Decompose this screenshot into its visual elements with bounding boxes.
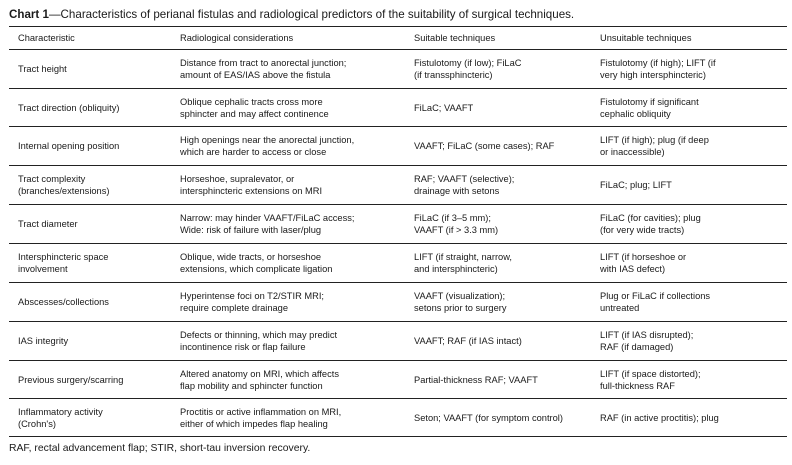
table-row xyxy=(9,166,787,205)
header-unsuitable: Unsuitable techniques xyxy=(591,27,787,50)
header-row xyxy=(9,27,787,50)
table-row xyxy=(9,283,787,322)
cell-radiological: Distance from tract to anorectal junction; amount of EAS/IAS above the fistula xyxy=(171,50,405,89)
cell-characteristic: Tract direction (obliquity) xyxy=(9,89,171,127)
cell-unsuitable: LIFT (if IAS disrupted); RAF (if damaged) xyxy=(591,322,787,361)
table-row xyxy=(9,89,787,127)
cell-suitable: RAF; VAAFT (selective); drainage with setons xyxy=(405,166,591,205)
header-radiological: Radiological considerations xyxy=(171,27,405,50)
table-row xyxy=(9,361,787,399)
cell-suitable: VAAFT (visualization); setons prior to surgery xyxy=(405,283,591,322)
cell-radiological: Oblique, wide tracts, or horseshoe extensions, which complicate ligation xyxy=(171,244,405,283)
table-footnote: RAF, rectal advancement flap; STIR, short-tau inversion recovery. xyxy=(9,443,311,454)
table-row xyxy=(9,244,787,283)
cell-suitable: Fistulotomy (if low); FiLaC (if transsphincteric) xyxy=(405,50,591,89)
table-caption xyxy=(9,7,789,23)
cell-characteristic: Tract complexity (branches/extensions) xyxy=(9,166,171,205)
cell-radiological: Narrow: may hinder VAAFT/FiLaC access; Wide: risk of failure with laser/plug xyxy=(171,205,405,244)
cell-suitable: FiLaC (if 3–5 mm); VAAFT (if > 3.3 mm) xyxy=(405,205,591,244)
cell-radiological: Oblique cephalic tracts cross more sphincter and may affect continence xyxy=(171,89,405,127)
cell-characteristic: Abscesses/collections xyxy=(9,283,171,322)
table-body xyxy=(9,50,787,437)
table-row xyxy=(9,205,787,244)
cell-radiological: High openings near the anorectal junction, which are harder to access or close xyxy=(171,127,405,166)
cell-unsuitable: FiLaC; plug; LIFT xyxy=(591,166,787,205)
cell-characteristic: IAS integrity xyxy=(9,322,171,361)
table-row xyxy=(9,322,787,361)
cell-characteristic: Intersphincteric space involvement xyxy=(9,244,171,283)
cell-characteristic: Tract height xyxy=(9,50,171,89)
cell-unsuitable: FiLaC (for cavities); plug (for very wide tracts) xyxy=(591,205,787,244)
cell-radiological: Defects or thinning, which may predict incontinence risk or flap failure xyxy=(171,322,405,361)
cell-unsuitable: Plug or FiLaC if collections untreated xyxy=(591,283,787,322)
cell-unsuitable: RAF (in active proctitis); plug xyxy=(591,399,787,437)
cell-suitable: VAAFT; RAF (if IAS intact) xyxy=(405,322,591,361)
cell-unsuitable: LIFT (if horseshoe or with IAS defect) xyxy=(591,244,787,283)
cell-suitable: FiLaC; VAAFT xyxy=(405,89,591,127)
table-header xyxy=(9,27,787,50)
cell-suitable: LIFT (if straight, narrow, and intersphincteric) xyxy=(405,244,591,283)
cell-unsuitable: LIFT (if high); plug (if deep or inaccessible) xyxy=(591,127,787,166)
cell-characteristic: Tract diameter xyxy=(9,205,171,244)
caption-label: Chart 1 xyxy=(9,8,49,21)
fistula-characteristics-table xyxy=(9,26,787,437)
cell-radiological: Altered anatomy on MRI, which affects flap mobility and sphincter function xyxy=(171,361,405,399)
cell-radiological: Horseshoe, supralevator, or intersphincteric extensions on MRI xyxy=(171,166,405,205)
cell-radiological: Proctitis or active inflammation on MRI, either of which impedes flap healing xyxy=(171,399,405,437)
table-row xyxy=(9,127,787,166)
header-characteristic: Characteristic xyxy=(9,27,171,50)
cell-suitable: Partial-thickness RAF; VAAFT xyxy=(405,361,591,399)
cell-unsuitable: Fistulotomy (if high); LIFT (if very high intersphincteric) xyxy=(591,50,787,89)
cell-radiological: Hyperintense foci on T2/STIR MRI; require complete drainage xyxy=(171,283,405,322)
cell-suitable: VAAFT; FiLaC (some cases); RAF xyxy=(405,127,591,166)
cell-unsuitable: Fistulotomy if significant cephalic obliquity xyxy=(591,89,787,127)
header-suitable: Suitable techniques xyxy=(405,27,591,50)
table-row xyxy=(9,50,787,89)
table-row xyxy=(9,399,787,437)
cell-suitable: Seton; VAAFT (for symptom control) xyxy=(405,399,591,437)
cell-characteristic: Inflammatory activity (Crohn's) xyxy=(9,399,171,437)
cell-characteristic: Internal opening position xyxy=(9,127,171,166)
caption-text: —Characteristics of perianal fistulas and radiological predictors of the suitability of surgical techniques. xyxy=(48,8,575,21)
cell-characteristic: Previous surgery/scarring xyxy=(9,361,171,399)
cell-unsuitable: LIFT (if space distorted); full-thickness RAF xyxy=(591,361,787,399)
